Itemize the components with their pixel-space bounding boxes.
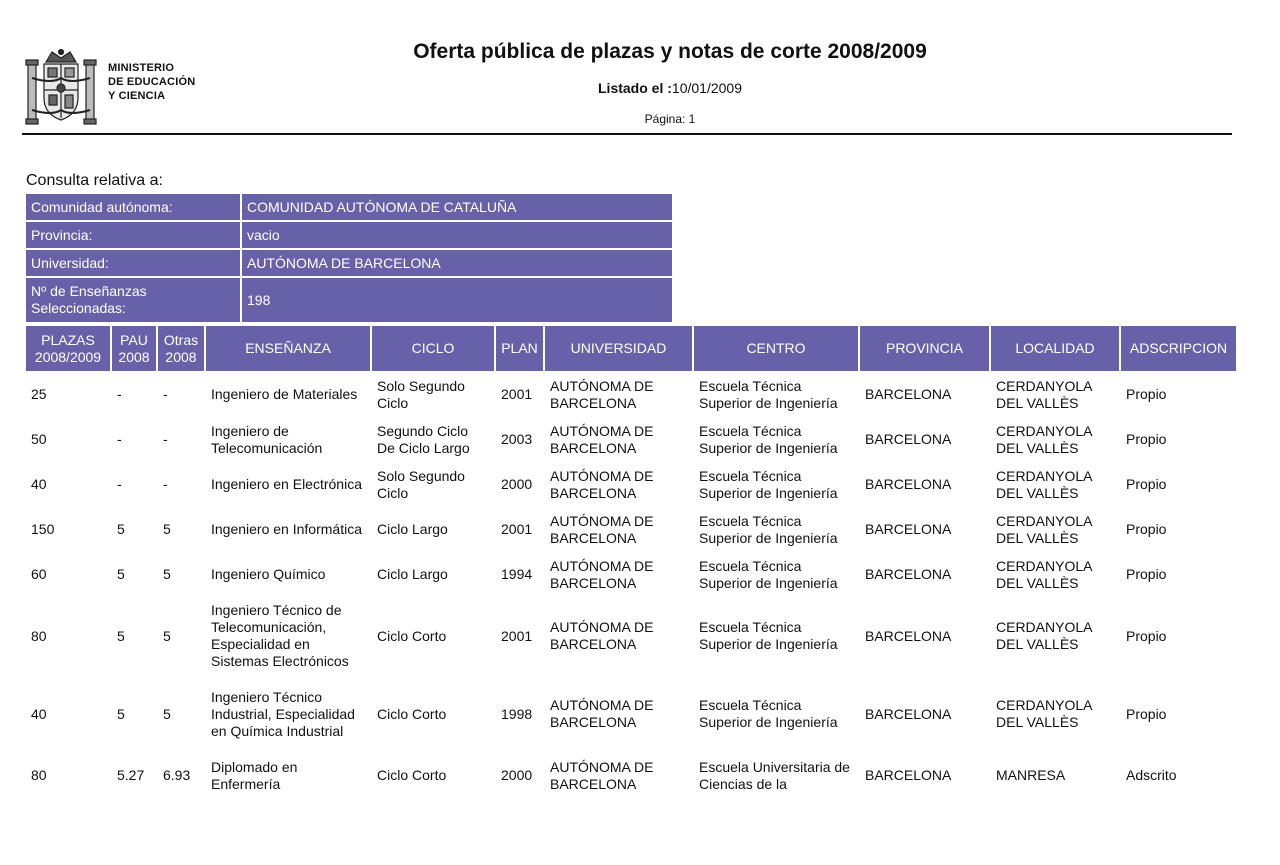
cell-provincia: BARCELONA (865, 386, 952, 402)
cell-otras: 5 (163, 627, 171, 644)
cell-ciclo: Solo Segundo Ciclo (377, 377, 465, 411)
cell-pau: 5.27 (117, 767, 145, 783)
cell-pau: 5 (117, 705, 125, 722)
ministry-line: DE EDUCACIÓN (108, 76, 196, 88)
cell-centro: Escuela Técnica Superior de Ingeniería (699, 377, 838, 411)
results-header-row (26, 326, 1236, 371)
cell-provincia: BARCELONA (865, 566, 952, 582)
ministry-name (108, 61, 195, 103)
column-header-ciclo: CICLO (372, 326, 494, 371)
cell-localidad: CERDANYOLA DEL VALLÈS (996, 377, 1092, 411)
header-divider (22, 133, 1232, 135)
cell-adscripcion: Propio (1126, 627, 1167, 644)
ministry-line: Y CIENCIA (108, 90, 166, 102)
table-row (26, 508, 1236, 551)
table-row (26, 553, 1236, 596)
cell-plazas: 80 (31, 767, 47, 783)
cell-centro: Escuela Técnica Superior de Ingeniería (699, 512, 838, 546)
page-number: Página: 1 (644, 112, 696, 126)
cell-otras: - (163, 431, 168, 447)
cell-pau: - (117, 476, 122, 492)
cell-ensenanza: Ingeniero en Electrónica (211, 476, 362, 492)
query-heading: Consulta relativa a: (26, 172, 163, 189)
cell-ensenanza: Diplomado en Enfermería (211, 758, 298, 792)
column-header-adscripcion: ADSCRIPCION (1121, 326, 1236, 371)
cell-localidad: MANRESA (996, 767, 1066, 783)
query-value: COMUNIDAD AUTÓNOMA DE CATALUÑA (242, 194, 672, 220)
cell-plazas: 40 (31, 476, 47, 492)
query-row (26, 250, 672, 276)
cell-centro: Escuela Técnica Superior de Ingeniería (699, 619, 838, 652)
cell-provincia: BARCELONA (865, 521, 952, 537)
cell-localidad: CERDANYOLA DEL VALLÈS (996, 697, 1092, 730)
cell-plan: 2000 (501, 767, 533, 783)
ministry-line: MINISTERIO (108, 62, 175, 74)
cell-ciclo: Ciclo Corto (377, 627, 447, 644)
cell-centro: Escuela Técnica Superior de Ingeniería (699, 697, 838, 730)
cell-ensenanza: Ingeniero de Materiales (211, 386, 358, 402)
query-row (26, 222, 672, 248)
cell-plazas: 60 (31, 566, 47, 582)
cell-ciclo: Solo Segundo Ciclo (377, 467, 465, 501)
cell-pau: - (117, 386, 122, 402)
column-header-centro: CENTRO (694, 326, 858, 371)
cell-universidad: AUTÓNOMA DE BARCELONA (550, 377, 654, 411)
cell-plan: 2001 (501, 386, 533, 402)
cell-adscripcion: Propio (1126, 705, 1167, 722)
cell-otras: - (163, 386, 168, 402)
column-header-plan: PLAN (496, 326, 543, 371)
cell-adscripcion: Propio (1126, 566, 1167, 582)
cell-provincia: BARCELONA (865, 627, 952, 644)
cell-ensenanza: Ingeniero Técnico Industrial, Especialidad en Química Industrial (211, 688, 355, 739)
cell-plan: 2001 (501, 521, 533, 537)
cell-plan: 2003 (501, 431, 533, 447)
query-row (26, 278, 672, 322)
coat-of-arms-icon (22, 48, 100, 130)
cell-plan: 2001 (501, 627, 533, 644)
table-row (26, 598, 1236, 674)
cell-universidad: AUTÓNOMA DE BARCELONA (550, 619, 654, 652)
cell-plan: 1998 (501, 705, 533, 722)
cell-pau: 5 (117, 521, 125, 537)
column-header-localidad: LOCALIDAD (991, 326, 1119, 371)
cell-otras: 5 (163, 705, 171, 722)
listing-date-value: 10/01/2009 (671, 80, 742, 96)
cell-plazas: 25 (31, 386, 47, 402)
cell-adscripcion: Propio (1126, 386, 1167, 402)
cell-otras: 5 (163, 521, 171, 537)
document-header (0, 0, 1280, 136)
cell-localidad: CERDANYOLA DEL VALLÈS (996, 512, 1092, 546)
cell-otras: 5 (163, 566, 171, 582)
query-criteria-table (24, 192, 674, 324)
column-header-universidad: UNIVERSIDAD (545, 326, 692, 371)
query-value: 198 (242, 278, 672, 322)
cell-localidad: CERDANYOLA DEL VALLÈS (996, 619, 1092, 652)
cell-universidad: AUTÓNOMA DE BARCELONA (550, 557, 654, 591)
table-row (26, 418, 1236, 461)
column-header-provincia: PROVINCIA (860, 326, 989, 371)
cell-provincia: BARCELONA (865, 705, 952, 722)
column-header-plazas: PLAZAS 2008/2009 (26, 326, 110, 371)
cell-ciclo: Ciclo Corto (377, 705, 447, 722)
cell-ciclo: Ciclo Largo (377, 521, 448, 537)
cell-plazas: 40 (31, 705, 47, 722)
table-row (26, 373, 1236, 416)
cell-universidad: AUTÓNOMA DE BARCELONA (550, 512, 654, 546)
column-header-pau: PAU 2008 (112, 326, 156, 371)
cell-provincia: BARCELONA (865, 431, 952, 447)
cell-centro: Escuela Técnica Superior de Ingeniería (699, 557, 838, 591)
cell-universidad: AUTÓNOMA DE BARCELONA (550, 758, 654, 792)
cell-plazas: 50 (31, 431, 47, 447)
page-title: Oferta pública de plazas y notas de corte 2008/2009 (413, 40, 927, 63)
cell-provincia: BARCELONA (865, 767, 952, 783)
cell-ensenanza: Ingeniero Químico (211, 566, 326, 582)
table-row (26, 754, 1236, 797)
cell-centro: Escuela Universitaria de Ciencias de la (699, 758, 850, 792)
column-header-ensenanza: ENSEÑANZA (206, 326, 370, 371)
cell-adscripcion: Propio (1126, 521, 1167, 537)
cell-otras: 6.93 (163, 767, 191, 783)
query-label: Nº de Enseñanzas Seleccionadas: (26, 278, 240, 322)
cell-plazas: 80 (31, 627, 47, 644)
cell-plazas: 150 (31, 521, 55, 537)
cell-universidad: AUTÓNOMA DE BARCELONA (550, 422, 654, 456)
query-label: Comunidad autónoma: (26, 194, 240, 220)
cell-pau: 5 (117, 566, 125, 582)
query-label: Provincia: (26, 222, 240, 248)
cell-universidad: AUTÓNOMA DE BARCELONA (550, 467, 654, 501)
cell-centro: Escuela Técnica Superior de Ingeniería (699, 422, 838, 456)
query-label: Universidad: (26, 250, 240, 276)
cell-ciclo: Ciclo Largo (377, 566, 448, 582)
cell-adscripcion: Propio (1126, 476, 1167, 492)
table-row (26, 676, 1236, 752)
cell-plan: 2000 (501, 476, 533, 492)
cell-ensenanza: Ingeniero de Telecomunicación (211, 422, 323, 456)
cell-provincia: BARCELONA (865, 476, 952, 492)
cell-pau: - (117, 431, 122, 447)
cell-ensenanza: Ingeniero Técnico de Telecomunicación, Especialidad en Sistemas Electrónicos (211, 602, 349, 669)
cell-otras: - (163, 476, 168, 492)
cell-pau: 5 (117, 627, 125, 644)
cell-adscripcion: Adscrito (1126, 767, 1177, 783)
query-value: AUTÓNOMA DE BARCELONA (242, 250, 672, 276)
results-table (24, 324, 1238, 799)
cell-adscripcion: Propio (1126, 431, 1167, 447)
table-row (26, 463, 1236, 506)
cell-ciclo: Ciclo Corto (377, 767, 447, 783)
query-row (26, 194, 672, 220)
listing-date-label: Listado el : (598, 80, 672, 96)
cell-localidad: CERDANYOLA DEL VALLÈS (996, 467, 1092, 501)
listing-date (520, 80, 820, 96)
cell-plan: 1994 (501, 566, 533, 582)
cell-centro: Escuela Técnica Superior de Ingeniería (699, 467, 838, 501)
cell-ciclo: Segundo Ciclo De Ciclo Largo (377, 422, 470, 456)
cell-localidad: CERDANYOLA DEL VALLÈS (996, 422, 1092, 456)
column-header-otras: Otras 2008 (158, 326, 204, 371)
query-value: vacio (242, 222, 672, 248)
cell-universidad: AUTÓNOMA DE BARCELONA (550, 697, 654, 730)
cell-localidad: CERDANYOLA DEL VALLÈS (996, 557, 1092, 591)
cell-ensenanza: Ingeniero en Informática (211, 521, 362, 537)
